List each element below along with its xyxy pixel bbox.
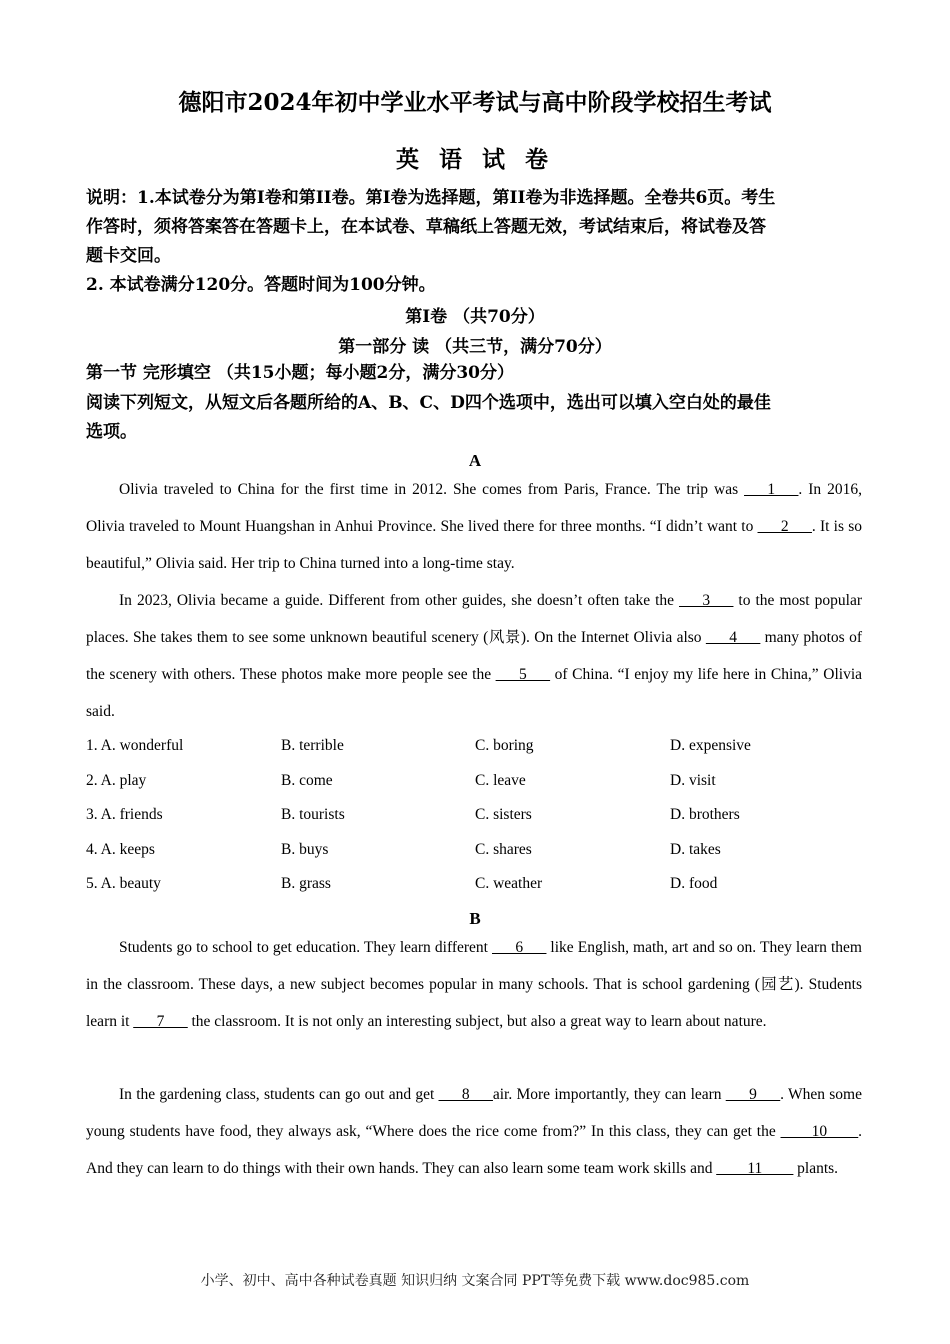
option-b: B. terrible (281, 737, 344, 754)
passage-b-letter: B (469, 909, 481, 928)
passage-text: to the most popular places. She takes them to see some unknown beautiful scenery (风景). On the Internet Olivia also (86, 592, 862, 646)
option-b: B. grass (281, 875, 331, 892)
option-a: 1. A. wonderful (86, 737, 184, 754)
blank-10: ____10____ (780, 1123, 859, 1140)
page-footer: 小学、初中、高中各种试卷真题 知识归纳 文案合同 PPT等免费下载 www.doc985.com (200, 1273, 750, 1289)
passage-text: In 2023, Olivia became a guide. Different from other guides, she doesn’t often take the (119, 592, 680, 609)
blank-3: ___3___ (679, 592, 734, 609)
passage-text: In the gardening class, students can go out and get (119, 1086, 439, 1103)
passage-text: Olivia traveled to China for the first time in 2012. She comes from Paris, France. The trip was (119, 481, 745, 498)
passage-text: . It is so beautiful,” Olivia said. Her trip to China turned into a long-time stay. (86, 518, 862, 572)
option-c: C. weather (475, 875, 543, 892)
option-d: D. brothers (670, 806, 740, 823)
instructions-line-2: 作答时，须将答案答在答题卡上，在本试卷、草稿纸上答题无效，考试结束后，将试卷及答 (86, 217, 766, 237)
passage-a-letter: A (468, 451, 482, 470)
passage-text: . And they can learn to do things with their own hands. They can also learn some team work skills and (86, 1123, 862, 1177)
passage-a-paragraph-1 (86, 471, 862, 582)
option-c: C. leave (475, 772, 526, 789)
passage-text: Students go to school to get education. They learn different (119, 939, 493, 956)
passage-b-paragraph-1 (86, 929, 862, 1040)
blank-2: ___2___ (757, 518, 812, 535)
blank-11: ____11____ (716, 1160, 794, 1177)
option-row (86, 806, 876, 828)
passage-text: . When some young students have food, they always ask, “Where does the rice come from?” In this class, they can get the (86, 1086, 862, 1140)
exam-title: 德阳市2024年初中学业水平考试与高中阶段学校招生考试 (178, 89, 772, 116)
instructions-line-1: 说明：1.本试卷分为第I卷和第II卷。第I卷为选择题，第II卷为非选择题。全卷共6页。考生 (86, 188, 776, 208)
passage-text: . In 2016, Olivia traveled to Mount Huangshan in Anhui Province. She lived there for three months. “I didn’t want to (86, 481, 862, 535)
directions-line-1: 阅读下列短文，从短文后各题所给的A、B、C、D四个选项中，选出可以填入空白处的最佳 (86, 393, 771, 413)
passage-text: like English, math, art and so on. They learn them in the classroom. These days, a new subject becomes popular in many schools. That is school gardening (园艺). Students learn it (86, 939, 862, 1030)
option-d: D. food (670, 875, 718, 892)
option-c: C. shares (475, 841, 532, 858)
option-a: 2. A. play (86, 772, 147, 789)
option-a: 4. A. keeps (86, 841, 155, 858)
instructions-line-3: 题卡交回。 (86, 246, 171, 266)
passage-a-paragraph-2 (86, 582, 862, 730)
blank-6: ___6___ (492, 939, 547, 956)
option-d: D. expensive (670, 737, 751, 754)
directions-line-2: 选项。 (86, 422, 137, 442)
blank-1: ___1___ (744, 481, 799, 498)
option-b: B. buys (281, 841, 329, 858)
option-d: D. takes (670, 841, 721, 858)
blank-4: ___4___ (705, 629, 761, 646)
passage-text: of China. “I enjoy my life here in China,” Olivia said. (86, 666, 863, 720)
blank-7: ___7___ (133, 1013, 188, 1030)
option-row (86, 841, 876, 863)
option-c: C. sisters (475, 806, 532, 823)
volume-title: 第I卷 （共70分） (405, 307, 545, 327)
option-b: B. tourists (281, 806, 345, 823)
instructions-line-4: 2. 本试卷满分120分。答题时间为100分钟。 (86, 275, 436, 295)
option-row (86, 772, 876, 794)
section-title: 第一节 完形填空 （共15小题；每小题2分，满分30分） (86, 363, 514, 383)
passage-text: the classroom. It is not only an interesting subject, but also a great way to learn about nature. (187, 1013, 767, 1030)
option-d: D. visit (670, 772, 716, 789)
part-title: 第一部分 读 （共三节，满分70分） (338, 337, 612, 357)
option-c: C. boring (475, 737, 534, 754)
blank-8: ___8___ (438, 1086, 493, 1103)
exam-subtitle: 英 语 试 卷 (395, 146, 555, 173)
option-row (86, 737, 876, 759)
option-row (86, 875, 876, 897)
option-b: B. come (281, 772, 333, 789)
option-a: 5. A. beauty (86, 875, 161, 892)
option-a: 3. A. friends (86, 806, 163, 823)
passage-text: many photos of the scenery with others. These photos make more people see the (86, 629, 863, 683)
passage-b-paragraph-2 (86, 1076, 862, 1187)
blank-5: ___5___ (495, 666, 550, 683)
blank-9: ___9___ (725, 1086, 781, 1103)
passage-text: plants. (793, 1160, 839, 1177)
passage-text: air. More importantly, they can learn (492, 1086, 726, 1103)
